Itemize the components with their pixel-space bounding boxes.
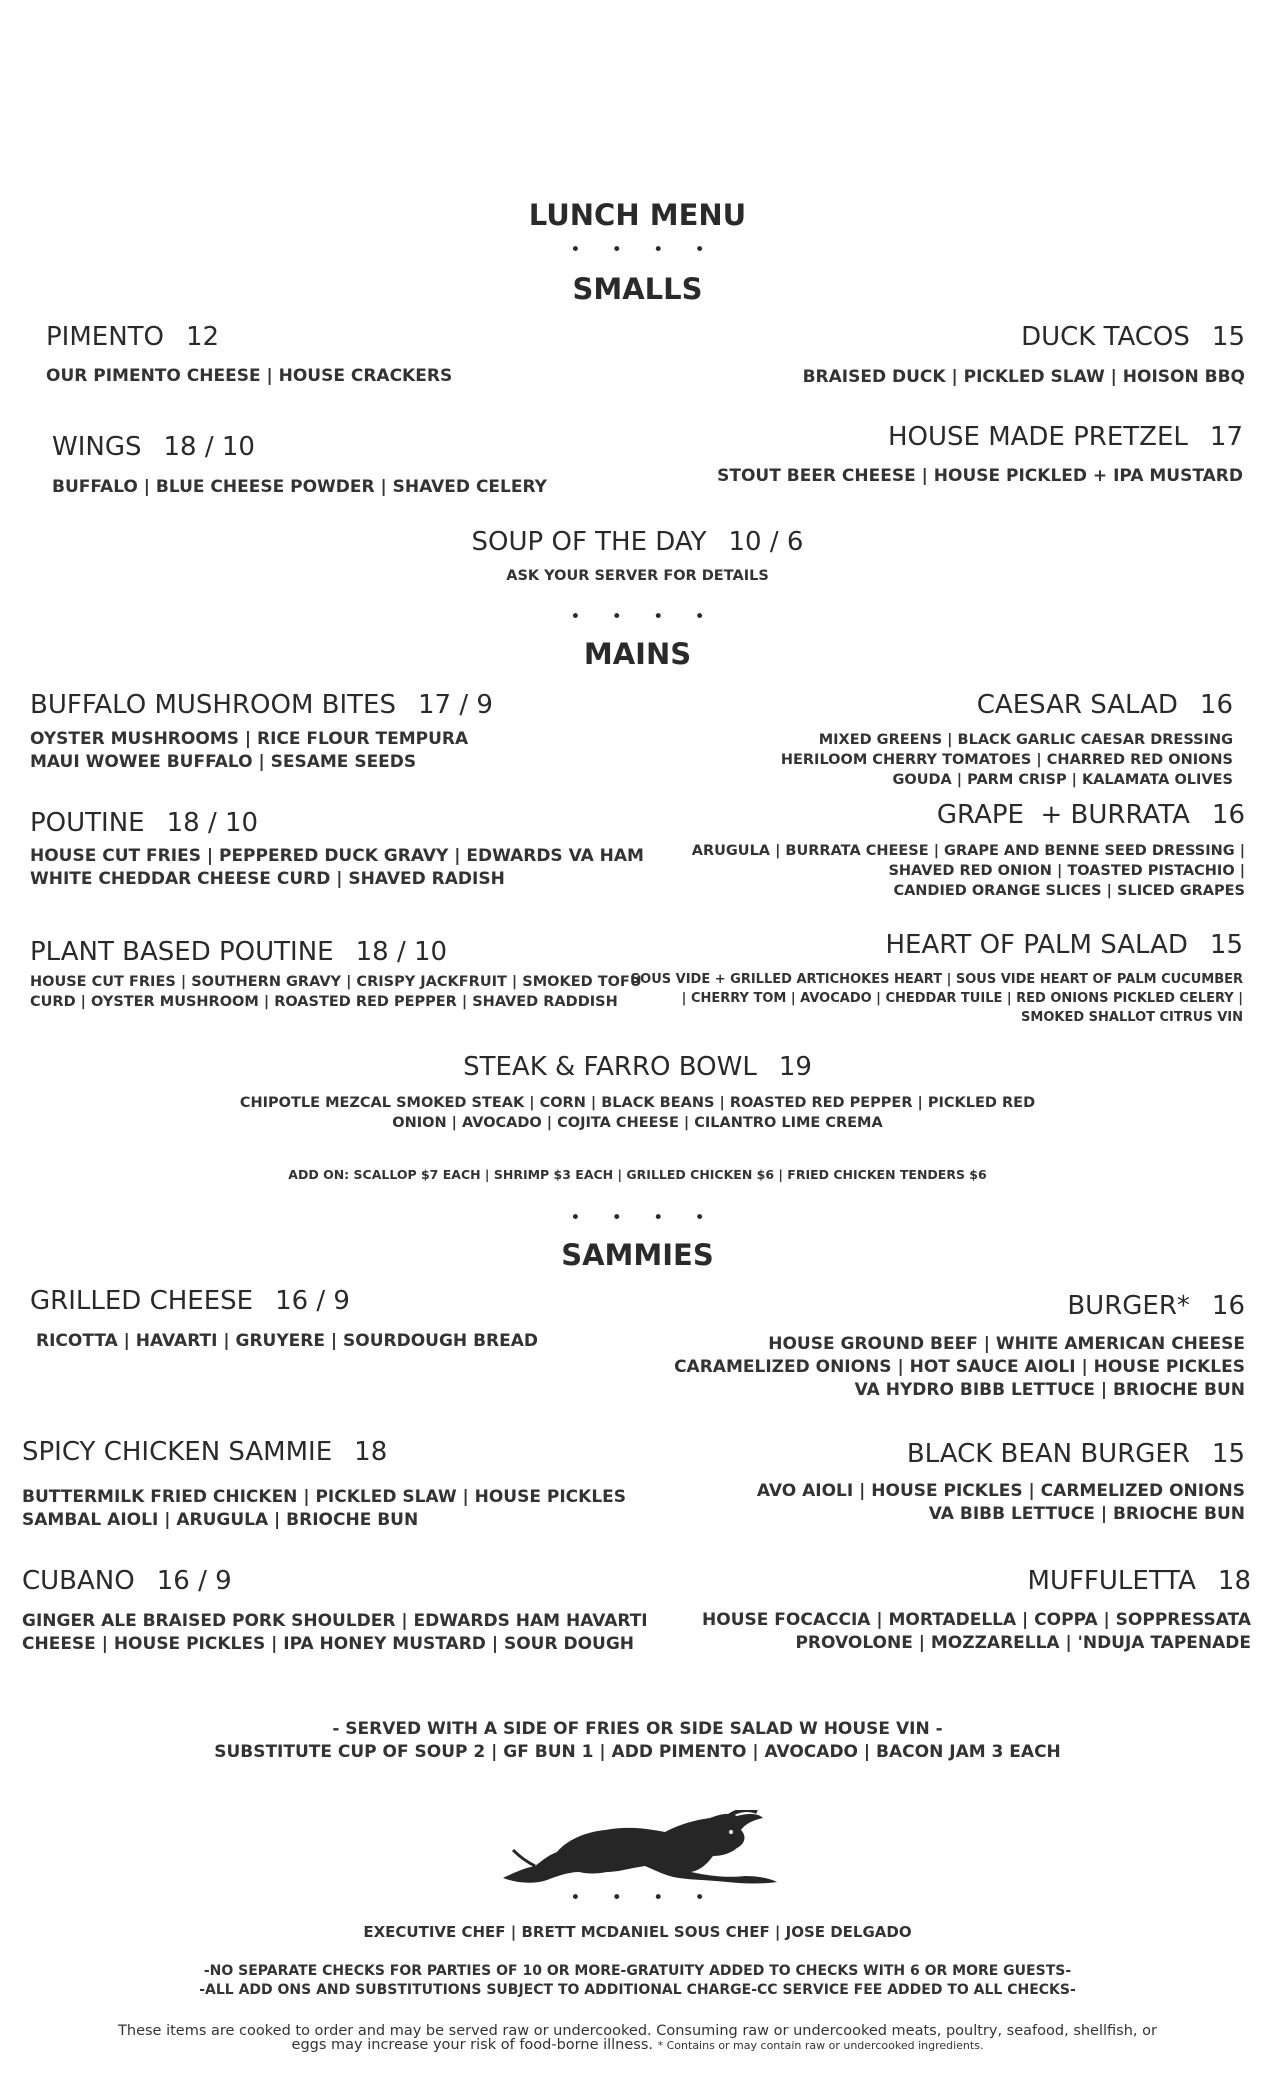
divider-1: • • • •: [570, 240, 718, 260]
item-name: CAESAR SALAD: [976, 690, 1178, 720]
item-desc-cubano: [22, 1610, 648, 1656]
menu-item-cubano: [22, 1566, 232, 1596]
item-price: 15: [1209, 930, 1243, 960]
item-desc-grape-burrata: [692, 841, 1245, 901]
item-price: 17 / 9: [418, 690, 493, 720]
menu-item-poutine: [30, 808, 258, 838]
desc-line: VA HYDRO BIBB LETTUCE | BRIOCHE BUN: [854, 1380, 1245, 1400]
desc-line: MIXED GREENS | BLACK GARLIC CAESAR DRESSING: [818, 732, 1233, 748]
menu-item-duck-tacos: [1021, 322, 1245, 352]
item-name: HOUSE MADE PRETZEL: [887, 422, 1188, 452]
item-desc-wings: BUFFALO | BLUE CHEESE POWDER | SHAVED CELERY: [52, 477, 547, 497]
item-price: 18 / 10: [163, 432, 255, 462]
item-price: 16: [1211, 800, 1245, 830]
desc-line: ARUGULA | BURRATA CHEESE | GRAPE AND BENNE SEED DRESSING |: [691, 843, 1245, 859]
item-desc-poutine: [30, 845, 644, 891]
desc-line: CHEESE | HOUSE PICKLES | IPA HONEY MUSTARD | SOUR DOUGH: [22, 1634, 635, 1654]
item-desc-spicy-chicken-sammie: [22, 1486, 626, 1532]
item-desc-plant-based-poutine: [30, 972, 642, 1012]
disclaimer-line-2: [0, 2038, 1275, 2053]
food-safety-disclaimer: [0, 2024, 1275, 2053]
desc-line: SHAVED RED ONION | TOASTED PISTACHIO |: [888, 863, 1245, 879]
desc-line: GINGER ALE BRAISED PORK SHOULDER | EDWARDS HAM HAVARTI: [22, 1611, 648, 1631]
desc-line: AVO AIOLI | HOUSE PICKLES | CARMELIZED ONIONS: [756, 1481, 1245, 1501]
menu-item-soup-of-the-day: [0, 527, 1275, 557]
policy-line: -NO SEPARATE CHECKS FOR PARTIES OF 10 OR MORE-GRATUITY ADDED TO CHECKS WITH 6 OR MORE GUESTS-: [203, 1963, 1072, 1979]
desc-line: HOUSE GROUND BEEF | WHITE AMERICAN CHEESE: [768, 1334, 1245, 1354]
item-desc-soup-of-the-day: ASK YOUR SERVER FOR DETAILS: [506, 568, 769, 584]
menu-item-heart-of-palm-salad: [885, 930, 1243, 960]
item-desc-muffuletta: [702, 1609, 1251, 1655]
item-desc-house-made-pretzel: STOUT BEER CHEESE | HOUSE PICKLED + IPA MUSTARD: [717, 466, 1243, 486]
desc-line: ONION | AVOCADO | COJITA CHEESE | CILANTRO LIME CREMA: [392, 1115, 883, 1131]
desc-line: SOUS VIDE + GRILLED ARTICHOKES HEART | SOUS VIDE HEART OF PALM CUCUMBER: [630, 972, 1243, 987]
desc-line: HERILOOM CHERRY TOMATOES | CHARRED RED ONIONS: [780, 752, 1233, 768]
divider-4: • • • •: [570, 1888, 718, 1908]
item-price: 16: [1199, 690, 1233, 720]
disclaimer-footnote: * Contains or may contain raw or undercooked ingredients.: [657, 2039, 984, 2052]
menu-item-muffuletta: [1028, 1566, 1251, 1596]
item-price: 10 / 6: [728, 527, 804, 557]
item-name: GRAPE + BURRATA: [936, 800, 1190, 830]
menu-item-wings: [52, 432, 255, 462]
add-on-note: ADD ON: SCALLOP $7 EACH | SHRIMP $3 EACH | GRILLED CHICKEN $6 | FRIED CHICKEN TENDERS $6: [288, 1167, 987, 1182]
desc-line: CANDIED ORANGE SLICES | SLICED GRAPES: [893, 883, 1245, 899]
item-desc-pimento: OUR PIMENTO CHEESE | HOUSE CRACKERS: [46, 366, 453, 386]
desc-line: OYSTER MUSHROOMS | RICE FLOUR TEMPURA: [30, 729, 469, 749]
item-price: 18 / 10: [355, 937, 448, 967]
leaping-rabbit-icon: [495, 1810, 785, 1890]
desc-line: SAMBAL AIOLI | ARUGULA | BRIOCHE BUN: [22, 1510, 419, 1530]
chef-credits: EXECUTIVE CHEF | BRETT MCDANIEL SOUS CHEF | JOSE DELGADO: [363, 1923, 912, 1941]
item-desc-burger: [674, 1333, 1245, 1402]
desc-line: WHITE CHEDDAR CHEESE CURD | SHAVED RADISH: [30, 869, 505, 889]
item-price: 18 / 10: [166, 808, 259, 838]
desc-line: PROVOLONE | MOZZARELLA | 'NDUJA TAPENADE: [795, 1633, 1251, 1653]
menu-item-grape-burrata: [937, 800, 1245, 830]
item-price: 15: [1211, 1439, 1245, 1469]
mains-heading: MAINS: [583, 637, 692, 671]
sammies-heading: SAMMIES: [561, 1238, 714, 1272]
item-name: CUBANO: [22, 1566, 135, 1596]
item-desc-steak-farro-bowl: [0, 1093, 1275, 1133]
menu-item-pimento: [46, 322, 219, 352]
divider-2: • • • •: [570, 607, 718, 627]
item-desc-duck-tacos: BRAISED DUCK | PICKLED SLAW | HOISON BBQ: [802, 367, 1245, 387]
divider-3: • • • •: [570, 1208, 718, 1228]
item-price: 18: [1217, 1566, 1251, 1596]
desc-line: SMOKED SHALLOT CITRUS VIN: [1021, 1010, 1243, 1025]
desc-line: BUTTERMILK FRIED CHICKEN | PICKLED SLAW | HOUSE PICKLES: [22, 1487, 627, 1507]
disclaimer-line: These items are cooked to order and may be served raw or undercooked. Consuming raw or undercooked meats, poultry, seafood, shellfish, or: [118, 2023, 1157, 2039]
item-name: SPICY CHICKEN SAMMIE: [22, 1437, 333, 1467]
item-name: WINGS: [52, 432, 142, 462]
desc-line: CHIPOTLE MEZCAL SMOKED STEAK | CORN | BLACK BEANS | ROASTED RED PEPPER | PICKLED RED: [239, 1095, 1036, 1111]
sides-note: [0, 1718, 1275, 1764]
desc-line: HOUSE FOCACCIA | MORTADELLA | COPPA | SOPPRESSATA: [702, 1610, 1251, 1630]
desc-line: CURD | OYSTER MUSHROOM | ROASTED RED PEPPER | SHAVED RADDISH: [30, 994, 618, 1010]
item-name: SOUP OF THE DAY: [471, 527, 707, 557]
desc-line: GOUDA | PARM CRISP | KALAMATA OLIVES: [892, 772, 1233, 788]
item-name: GRILLED CHEESE: [30, 1286, 254, 1316]
desc-line: VA BIBB LETTUCE | BRIOCHE BUN: [928, 1504, 1245, 1524]
item-name: MUFFULETTA: [1027, 1566, 1196, 1596]
item-name: STEAK & FARRO BOWL: [463, 1052, 757, 1082]
item-desc-black-bean-burger: [757, 1480, 1245, 1526]
policy-notes: [0, 1962, 1275, 2000]
sides-line: - SERVED WITH A SIDE OF FRIES OR SIDE SALAD W HOUSE VIN -: [332, 1719, 943, 1739]
item-desc-grilled-cheese: RICOTTA | HAVARTI | GRUYERE | SOURDOUGH BREAD: [36, 1331, 538, 1351]
menu-item-steak-farro-bowl: [0, 1052, 1275, 1082]
item-price: 17: [1209, 422, 1243, 452]
item-price: 12: [186, 322, 220, 352]
menu-item-house-made-pretzel: [888, 422, 1243, 452]
item-name: BUFFALO MUSHROOM BITES: [30, 690, 396, 720]
item-desc-caesar-salad: [781, 730, 1233, 790]
policy-line: -ALL ADD ONS AND SUBSTITUTIONS SUBJECT TO ADDITIONAL CHARGE-CC SERVICE FEE ADDED TO ALL CHECKS-: [199, 1982, 1076, 1998]
menu-item-black-bean-burger: [907, 1439, 1245, 1469]
menu-item-burger: [1067, 1291, 1245, 1321]
menu-item-caesar-salad: [977, 690, 1233, 720]
item-price: 16 / 9: [156, 1566, 232, 1596]
item-name: BURGER*: [1067, 1291, 1190, 1321]
item-name: HEART OF PALM SALAD: [885, 930, 1188, 960]
desc-line: HOUSE CUT FRIES | PEPPERED DUCK GRAVY | EDWARDS VA HAM: [30, 846, 644, 866]
menu-item-spicy-chicken-sammie: [22, 1437, 387, 1467]
item-price: 15: [1211, 322, 1245, 352]
desc-line: HOUSE CUT FRIES | SOUTHERN GRAVY | CRISPY JACKFRUIT | SMOKED TOFU: [30, 974, 642, 990]
disclaimer-text: eggs may increase your risk of food-borne illness.: [291, 2037, 654, 2053]
desc-line: MAUI WOWEE BUFFALO | SESAME SEEDS: [30, 752, 417, 772]
sides-line: SUBSTITUTE CUP OF SOUP 2 | GF BUN 1 | ADD PIMENTO | AVOCADO | BACON JAM 3 EACH: [214, 1742, 1061, 1762]
item-name: BLACK BEAN BURGER: [906, 1439, 1190, 1469]
item-desc-buffalo-mushroom-bites: [30, 728, 468, 774]
item-name: DUCK TACOS: [1021, 322, 1190, 352]
item-price: 18: [354, 1437, 388, 1467]
smalls-heading: SMALLS: [572, 272, 703, 306]
item-name: PLANT BASED POUTINE: [30, 937, 334, 967]
menu-title: LUNCH MENU: [528, 198, 747, 232]
desc-line: | CHERRY TOM | AVOCADO | CHEDDAR TUILE | RED ONIONS PICKLED CELERY |: [681, 991, 1243, 1006]
menu-item-plant-based-poutine: [30, 937, 447, 967]
menu-item-buffalo-mushroom-bites: [30, 690, 493, 720]
item-name: POUTINE: [30, 808, 145, 838]
item-desc-heart-of-palm-salad: [631, 970, 1243, 1027]
item-price: 19: [778, 1052, 812, 1082]
item-price: 16 / 9: [275, 1286, 350, 1316]
desc-line: CARAMELIZED ONIONS | HOT SAUCE AIOLI | HOUSE PICKLES: [674, 1357, 1245, 1377]
item-price: 16: [1211, 1291, 1245, 1321]
menu-item-grilled-cheese: [30, 1286, 350, 1316]
item-name: PIMENTO: [46, 322, 165, 352]
